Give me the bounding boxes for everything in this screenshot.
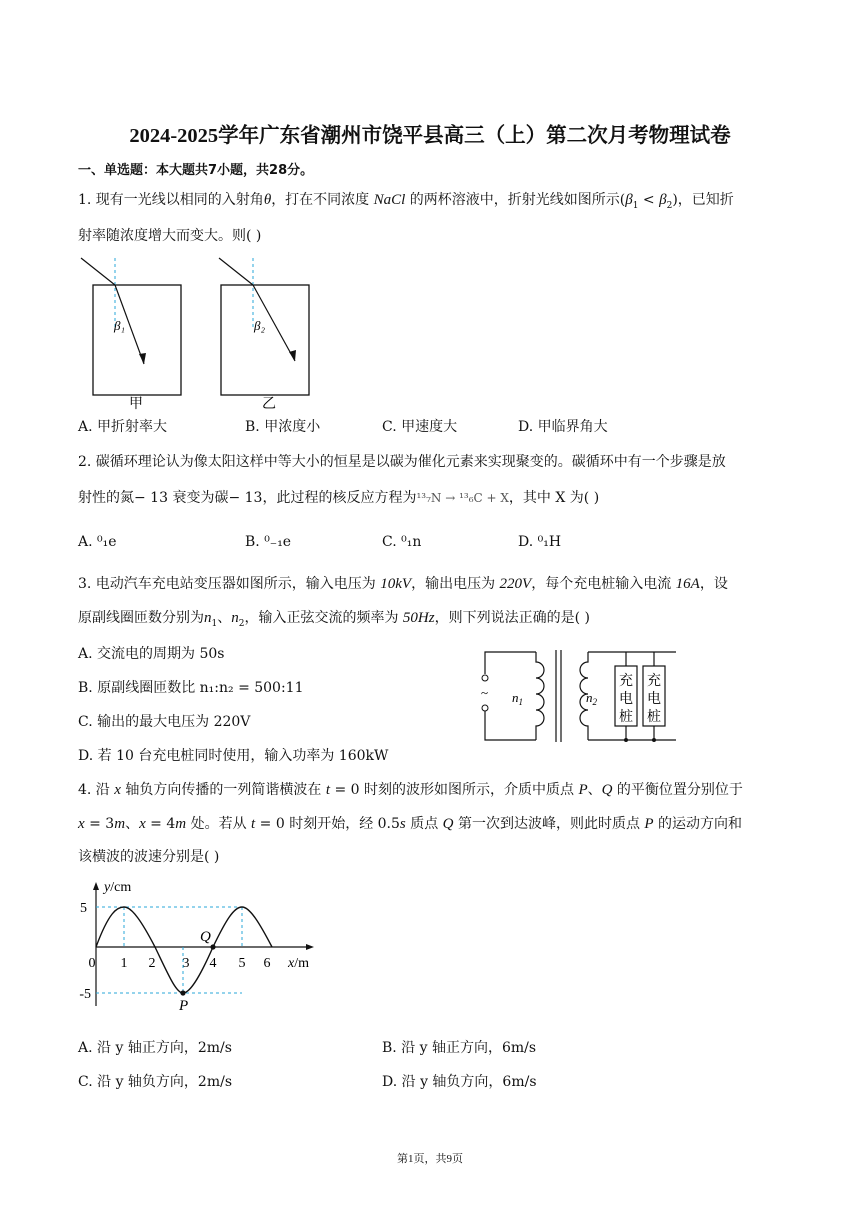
wave-curve [96,907,272,993]
source-terminal-top [482,675,488,681]
p-label: P [179,998,189,1014]
q4-option-a[interactable]: A. 沿 y 轴正方向，2m/s [78,1040,232,1056]
q3-option-c[interactable]: C. 输出的最大电压为 220V [78,714,251,730]
y-axis-label: y/cm [104,880,132,895]
primary-coil [536,652,544,740]
x-tick-5: 5 [238,956,246,971]
q4-wave-graph [76,874,326,1014]
q1-figure-jia [76,250,196,410]
q-label: Q [200,929,211,945]
q3-transformer-circuit [476,644,686,748]
point-q [210,944,215,949]
x-tick-4: 4 [209,956,217,971]
q2-equation: ¹³₇N → ¹³₆C + X [416,491,509,505]
q1-line1: 1. 现有一光线以相同的入射角θ，打在不同浓度 NaCl 的两杯溶液中，折射光线如图所示$(\beta_1 < \beta_2)$，已知折 [78,192,734,211]
q3-option-a[interactable]: A. 交流电的周期为 50s [78,646,225,662]
n2-label: $n_2$ [586,690,597,707]
source-terminal-bottom [482,705,488,711]
x-tick-3: 3 [182,956,190,971]
q2-line2-b: ，其中 X 为( ) [508,490,600,506]
q2-option-c[interactable]: C. ⁰₁n [382,534,422,550]
q4-line3: 该横波的波速分别是( ) [78,849,220,865]
x-tick-0: 0 [88,956,96,971]
q3-option-b[interactable]: B. 原副线圈匝数比 n₁:n₂ = 500:11 [78,680,304,696]
y-tick-5: 5 [80,901,87,916]
point-p [180,990,185,995]
q3-line2: 原副线圈匝数分别为$n_1$、$n_2$，输入正弦交流的频率为 50Hz，则下列说法正确的是( ) [78,610,590,629]
x-tick-1: 1 [120,956,128,971]
q4-option-d[interactable]: D. 沿 y 轴负方向，6m/s [382,1074,537,1090]
q1-option-c[interactable]: C. 甲速度大 [382,419,458,435]
y-tick-neg5: -5 [79,987,91,1002]
q1-beta2-label: β₂ [254,318,265,333]
charger-label-1: 充电桩 [619,674,633,725]
page-title: 2024-2025学年广东省潮州市饶平县高三（上）第二次月考物理试卷 [129,125,731,147]
x-tick-6: 6 [263,956,271,971]
x-tick-2: 2 [148,956,156,971]
q1-option-d[interactable]: D. 甲临界角大 [518,419,608,435]
x-axis-label: x/m [288,956,309,971]
ac-source-symbol: ~ [481,685,489,700]
q1-beta1-label: β₁ [114,318,125,333]
q2-line2-a: 射性的氮− 13 衰变为碳− 13，此过程的核反应方程为 [78,490,417,506]
q2-option-d[interactable]: D. ⁰₁H [518,534,562,550]
q1-line2: 射率随浓度增大而变大。则( ) [78,228,262,244]
q3-option-d[interactable]: D. 若 10 台充电桩同时使用，输入功率为 160kW [78,748,389,764]
q1-yi-label: 乙 [262,397,276,410]
x-ticks [89,956,271,971]
q1-jia-label: 甲 [129,397,143,410]
q4-line1: 4. 沿 x 轴负方向传播的一列简谐横波在 t = 0 时刻的波形如图所示，介质中质点 P、Q 的平衡位置分别位于 [78,782,743,798]
q2-option-a[interactable]: A. ⁰₁e [78,534,117,550]
n1-label: $n_1$ [512,690,523,707]
section-heading: 一、单选题：本大题共7小题，共28分。 [78,163,314,178]
q4-option-c[interactable]: C. 沿 y 轴负方向，2m/s [78,1074,233,1090]
q1-option-a[interactable]: A. 甲折射率大 [78,419,168,435]
q3-line1: 3. 电动汽车充电站变压器如图所示，输入电压为 10kV，输出电压为 220V，每个充电桩输入电流 16A，设 [78,576,728,592]
q4-option-b[interactable]: B. 沿 y 轴正方向，6m/s [382,1040,537,1056]
page-footer: 第1页，共9页 [397,1153,463,1165]
charger-label-2: 充电桩 [647,674,661,725]
q2-line1: 2. 碳循环理论认为像太阳这样中等大小的恒星是以碳为催化元素来实现聚变的。碳循环中有一个步骤是放 [78,454,726,470]
q2-option-b[interactable]: B. ⁰₋₁e [245,534,292,550]
q2-line2 [78,487,599,507]
q4-line2: x = 3m、x = 4m 处。若从 t = 0 时刻开始，经 0.5s 质点 Q 第一次到达波峰，则此时质点 P 的运动方向和 [78,816,743,832]
q1-option-b[interactable]: B. 甲浓度小 [245,419,321,435]
q1-figure-yi [204,250,324,410]
